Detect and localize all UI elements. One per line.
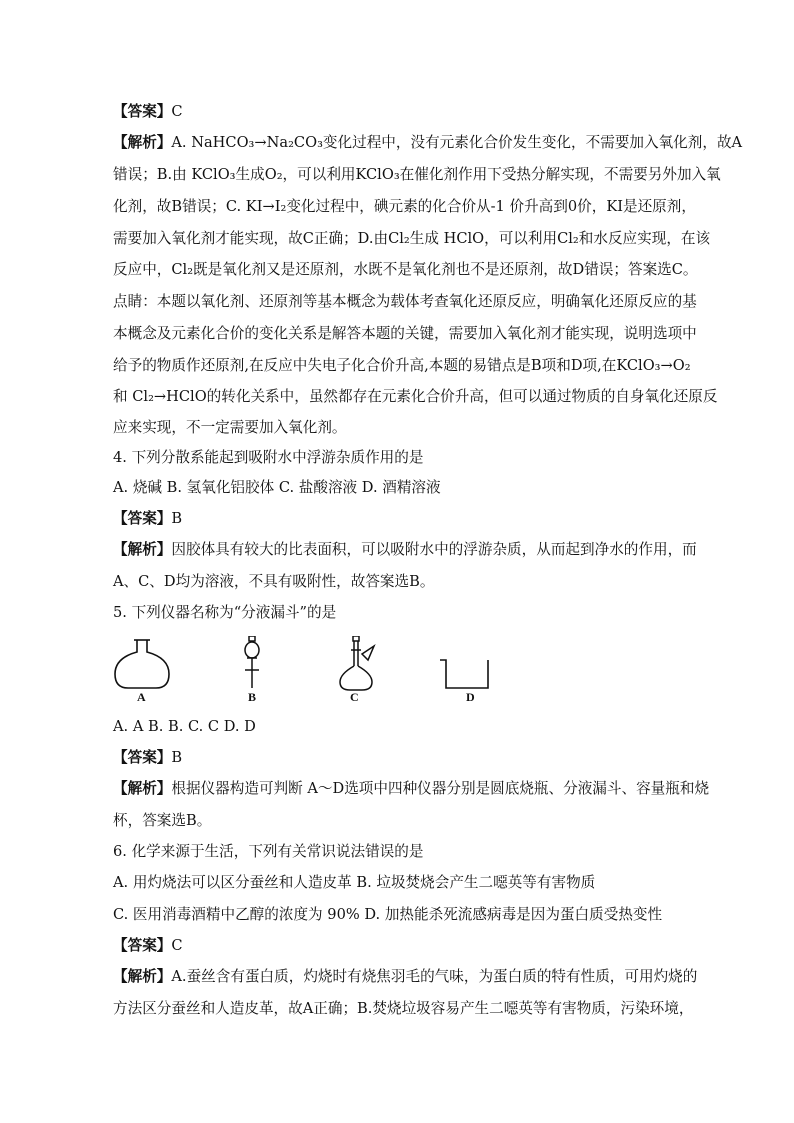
line-label: 【答案】 — [113, 937, 172, 954]
line-text: 给予的物质作还原剂,在反应中失电子化合价升高,本题的易错点是B项和D项,在KClO₃→O₂ — [113, 357, 691, 374]
options-line — [113, 718, 256, 736]
caption-c: C — [350, 690, 359, 704]
line-text: 点睛：本题以氧化剂、还原剂等基本概念为载体考查氧化还原反应，明确氧化还原反应的基 — [113, 293, 697, 310]
text-line — [113, 198, 696, 216]
line-text: C — [171, 103, 183, 120]
text-line — [113, 1000, 693, 1018]
text-line — [113, 325, 697, 343]
options-line — [113, 479, 441, 497]
line-text: 和 Cl₂→HClO的转化关系中，虽然都存在元素化合价升高，但可以通过物质的自身氧化还原反 — [113, 388, 718, 405]
text-line — [113, 230, 710, 248]
line-label: 【答案】 — [113, 103, 172, 120]
text-line — [113, 780, 709, 798]
caption-a: A — [137, 690, 146, 704]
line-text: B — [171, 510, 183, 527]
line-text: A.蚕丝含有蛋白质，灼烧时有烧焦羽毛的气味，为蛋白质的特有性质，可用灼烧的 — [171, 968, 698, 985]
text-line — [113, 510, 182, 528]
text-line — [113, 388, 717, 406]
line-text: 根据仪器构造可判断 A～D选项中四种仪器分别是圆底烧瓶、分液漏斗、容量瓶和烧 — [171, 780, 710, 797]
line-text: 需要加入氧化剂才能实现，故C正确；D.由Cl₂生成 HClO，可以利用Cl₂和水反应实现，在该 — [113, 230, 711, 247]
line-label: 【解析】 — [113, 780, 172, 797]
options-line — [113, 874, 595, 892]
text-line — [113, 968, 697, 986]
text-line — [113, 293, 697, 311]
question-line — [113, 449, 423, 467]
line-text: 杯，答案选B。 — [113, 812, 212, 829]
text-line — [113, 812, 211, 830]
line-label: 【解析】 — [113, 968, 172, 985]
line-text: 化剂，故B错误；C. KI→I₂变化过程中，碘元素的化合价从-1 价升高到0价，KI是还原剂， — [113, 198, 696, 215]
line-text: A. A B. B. C. C D. D — [113, 718, 256, 735]
line-text: C. 医用消毒酒精中乙醇的浓度为 90% D. 加热能杀死流感病毒是因为蛋白质受热变性 — [113, 906, 663, 923]
text-line — [113, 261, 698, 279]
line-text: 本概念及元素化合价的变化关系是解答本题的关键，需要加入氧化剂才能实现，说明选项中 — [113, 325, 697, 342]
line-text: 方法区分蚕丝和人造皮革，故A正确；B.焚烧垃圾容易产生二噁英等有害物质，污染环境， — [113, 1000, 694, 1017]
line-text: C — [171, 937, 183, 954]
line-label: 【解析】 — [113, 134, 172, 151]
options-line — [113, 906, 662, 924]
beaker-icon — [440, 660, 488, 688]
line-text: A. 用灼烧法可以区分蚕丝和人造皮革 B. 垃圾焚烧会产生二噁英等有害物质 — [113, 874, 596, 891]
line-text: 错误；B.由 KClO₃生成O₂，可以利用KClO₃在催化剂作用下受热分解实现，不需要另外加入氧 — [113, 166, 721, 183]
line-label: 【解析】 — [113, 541, 172, 558]
line-text: 应来实现，不一定需要加入氧化剂。 — [113, 419, 347, 436]
volumetric-flask-icon — [340, 636, 374, 690]
question-line — [113, 604, 336, 622]
line-label: 【答案】 — [113, 510, 172, 527]
text-line — [113, 357, 691, 375]
line-label: 【答案】 — [113, 749, 172, 766]
line-text: 因胶体具有较大的比表面积，可以吸附水中的浮游杂质，从而起到净水的作用，而 — [171, 541, 697, 558]
instrument-figure — [110, 636, 490, 706]
text-line — [113, 541, 697, 559]
text-line — [113, 419, 347, 437]
question-line — [113, 843, 423, 861]
text-line — [113, 937, 183, 955]
line-text: 反应中，Cl₂既是氧化剂又是还原剂，水既不是氧化剂也不是还原剂，故D错误；答案选C。 — [113, 261, 698, 278]
line-text: 5. 下列仪器名称为“分液漏斗”的是 — [113, 604, 337, 621]
text-line — [113, 134, 742, 152]
text-line — [113, 166, 721, 184]
caption-d: D — [466, 690, 475, 704]
separatory-funnel-icon — [245, 636, 259, 688]
line-text: A. 烧碱 B. 氢氧化铝胶体 C. 盐酸溶液 D. 酒精溶液 — [113, 479, 441, 496]
text-line — [113, 573, 434, 591]
line-text: 4. 下列分散系能起到吸附水中浮游杂质作用的是 — [113, 449, 424, 466]
line-text: A. NaHCO₃→Na₂CO₃变化过程中，没有元素化合价发生变化，不需要加入氧化剂，故A — [171, 134, 743, 151]
text-line — [113, 103, 183, 121]
caption-b: B — [248, 690, 257, 704]
instruments-svg — [110, 636, 490, 706]
text-line — [113, 749, 182, 767]
line-text: B — [171, 749, 183, 766]
round-bottom-flask-icon — [115, 640, 169, 688]
line-text: 6. 化学来源于生活，下列有关常识说法错误的是 — [113, 843, 424, 860]
line-text: A、C、D均为溶液，不具有吸附性，故答案选B。 — [113, 573, 435, 590]
